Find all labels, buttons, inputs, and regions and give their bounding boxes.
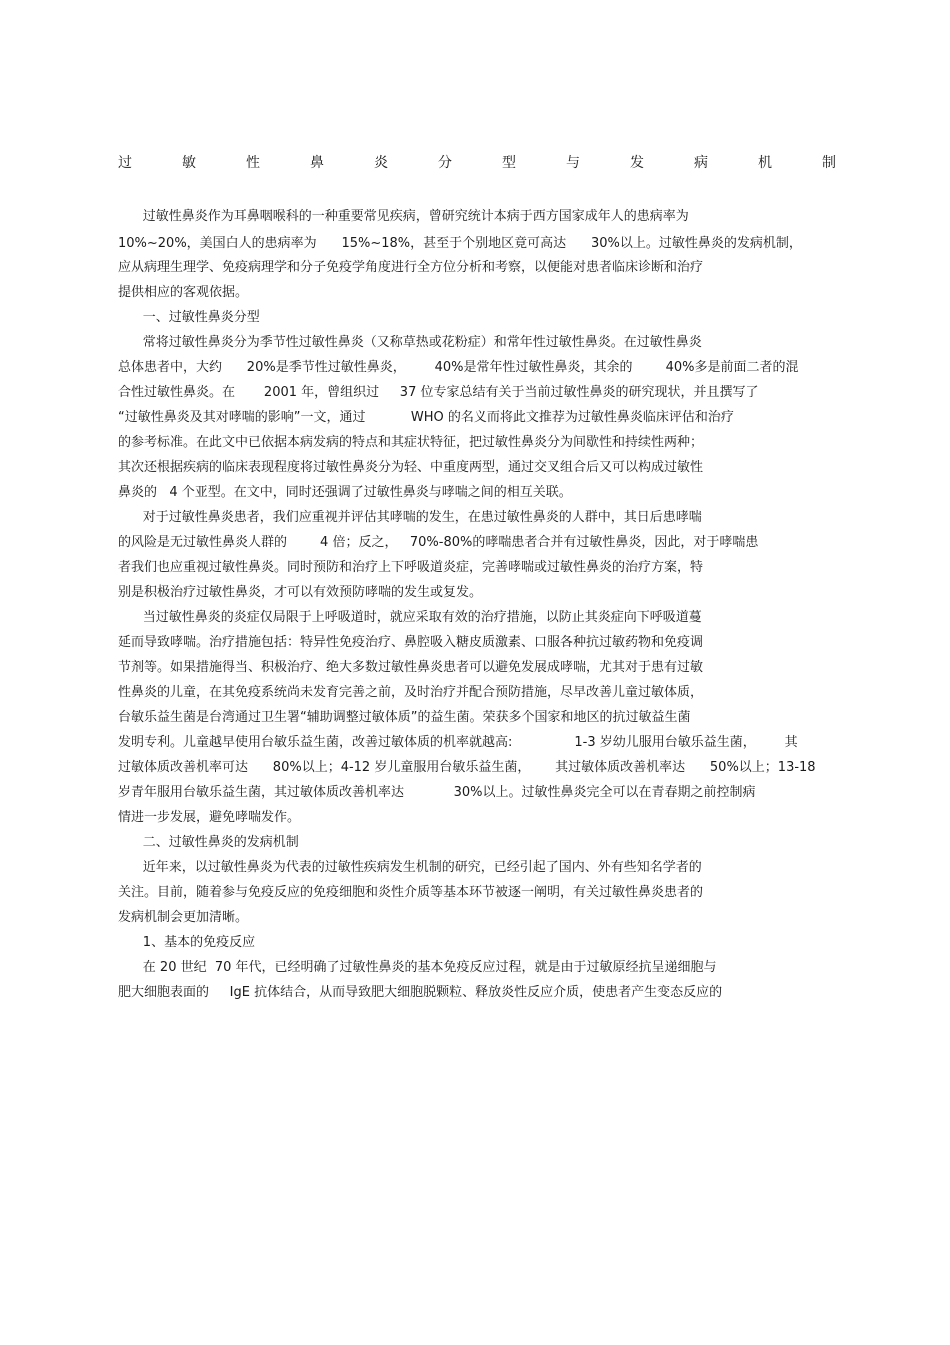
- text-line: 1、基本的免疫反应: [118, 935, 256, 950]
- text-line: 常将过敏性鼻炎分为季节性过敏性鼻炎（又称草热或花粉症）和常年性过敏性鼻炎。在过敏性鼻炎: [118, 335, 702, 350]
- text-line: 近年来，以过敏性鼻炎为代表的过敏性疾病发生机制的研究，已经引起了国内、外有些知名学者的: [118, 860, 702, 875]
- text-line: 性鼻炎的儿童，在其免疫系统尚未发育完善之前，及时治疗并配合预防措施，尽早改善儿童过敏体质，: [118, 685, 704, 700]
- title-char: 鼻: [310, 155, 324, 171]
- text-line: 延而导致哮喘。治疗措施包括：特异性免疫治疗、鼻腔吸入糖皮质激素、口服各种抗过敏药物和免疫调: [118, 635, 704, 650]
- text-line: 者我们也应重视过敏性鼻炎。同时预防和治疗上下呼吸道炎症，完善哮喘或过敏性鼻炎的治疗方案，特: [118, 560, 704, 575]
- title-char: 分: [438, 155, 452, 171]
- text-line: 的参考标准。在此文中已依据本病发病的特点和其症状特征，把过敏性鼻炎分为间歇性和持续性两种；: [118, 435, 704, 450]
- text-line: 发明专利。儿童越早使用台敏乐益生菌，改善过敏体质的机率就越高: 1-3 岁幼儿服用台敏乐益生菌， 其: [118, 735, 798, 750]
- text-line: 的风险是无过敏性鼻炎人群的 4 倍；反之， 70%-80%的哮喘患者合并有过敏性鼻炎，因此，对于哮喘患: [118, 535, 759, 550]
- document-title: [118, 152, 836, 172]
- title-char: 与: [566, 155, 580, 171]
- text-line: 当过敏性鼻炎的炎症仅局限于上呼吸道时，就应采取有效的治疗措施，以防止其炎症向下呼吸道蔓: [118, 610, 702, 625]
- text-line: 情进一步发展，避免哮喘发作。: [118, 810, 301, 825]
- text-line: 合性过敏性鼻炎。在 2001 年，曾组织过 37 位专家总结有关于当前过敏性鼻炎的研究现状，并且撰写了: [118, 385, 759, 400]
- text-line: 岁青年服用台敏乐益生菌，其过敏体质改善机率达 30%以上。过敏性鼻炎完全可以在青春期之前控制病: [118, 785, 756, 800]
- text-line: 关注。目前，随着参与免疫反应的免疫细胞和炎性介质等基本环节被逐一阐明，有关过敏性鼻炎患者的: [118, 885, 704, 900]
- text-line: 一、过敏性鼻炎分型: [118, 310, 260, 325]
- text-line: 别是积极治疗过敏性鼻炎，才可以有效预防哮喘的发生或复发。: [118, 585, 483, 600]
- text-line: 应从病理生理学、免疫病理学和分子免疫学角度进行全方位分析和考察，以便能对患者临床诊断和治疗: [118, 260, 704, 275]
- title-char: 病: [694, 155, 708, 171]
- text-line: 提供相应的客观依据。: [118, 285, 249, 300]
- text-line: 在 20 世纪 70 年代，已经明确了过敏性鼻炎的基本免疫反应过程，就是由于过敏原经抗呈递细胞与: [118, 960, 717, 975]
- text-line: 10%~20%，美国白人的患病率为 15%~18%，甚至于个别地区竟可高达 30%以上。过敏性鼻炎的发病机制，: [118, 236, 802, 251]
- text-line: 发病机制会更加清晰。: [118, 910, 249, 925]
- text-line: 过敏体质改善机率可达 80%以上；4-12 岁儿童服用台敏乐益生菌， 其过敏体质改善机率达 50%以上；13-18: [118, 760, 816, 775]
- title-char: 型: [502, 155, 516, 171]
- title-char: 发: [630, 155, 644, 171]
- text-line: 肥大细胞表面的 IgE 抗体结合，从而导致肥大细胞脱颗粒、释放炎性反应介质，使患者产生变态反应的: [118, 985, 723, 1000]
- title-char: 过: [118, 155, 132, 171]
- text-line: 其次还根据疾病的临床表现程度将过敏性鼻炎分为轻、中重度两型，通过交叉组合后又可以构成过敏性: [118, 460, 704, 475]
- title-char: 敏: [182, 155, 196, 171]
- text-line: “过敏性鼻炎及其对哮喘的影响”一文，通过 WHO 的名义而将此文推荐为过敏性鼻炎临床评估和治疗: [118, 410, 734, 425]
- text-line: 二、过敏性鼻炎的发病机制: [118, 835, 299, 850]
- title-char: 机: [758, 155, 772, 171]
- text-line: 节剂等。如果措施得当、积极治疗、绝大多数过敏性鼻炎患者可以避免发展成哮喘，尤其对于患有过敏: [118, 660, 704, 675]
- title-char: 性: [246, 155, 260, 171]
- text-line: 台敏乐益生菌是台湾通过卫生署“辅助调整过敏体质”的益生菌。荣获多个国家和地区的抗过敏益生菌: [118, 710, 691, 725]
- text-line: 过敏性鼻炎作为耳鼻咽喉科的一种重要常见疾病，曾研究统计本病于西方国家成年人的患病率为: [118, 209, 689, 224]
- text-line: 对于过敏性鼻炎患者，我们应重视并评估其哮喘的发生，在患过敏性鼻炎的人群中，其日后患哮喘: [118, 510, 702, 525]
- text-line: 总体患者中，大约 20%是季节性过敏性鼻炎， 40%是常年性过敏性鼻炎，其余的 40%多是前面二者的混: [118, 360, 799, 375]
- title-char: 制: [822, 155, 836, 171]
- title-char: 炎: [374, 155, 388, 171]
- text-line: 鼻炎的 4 个亚型。在文中，同时还强调了过敏性鼻炎与哮喘之间的相互关联。: [118, 485, 572, 500]
